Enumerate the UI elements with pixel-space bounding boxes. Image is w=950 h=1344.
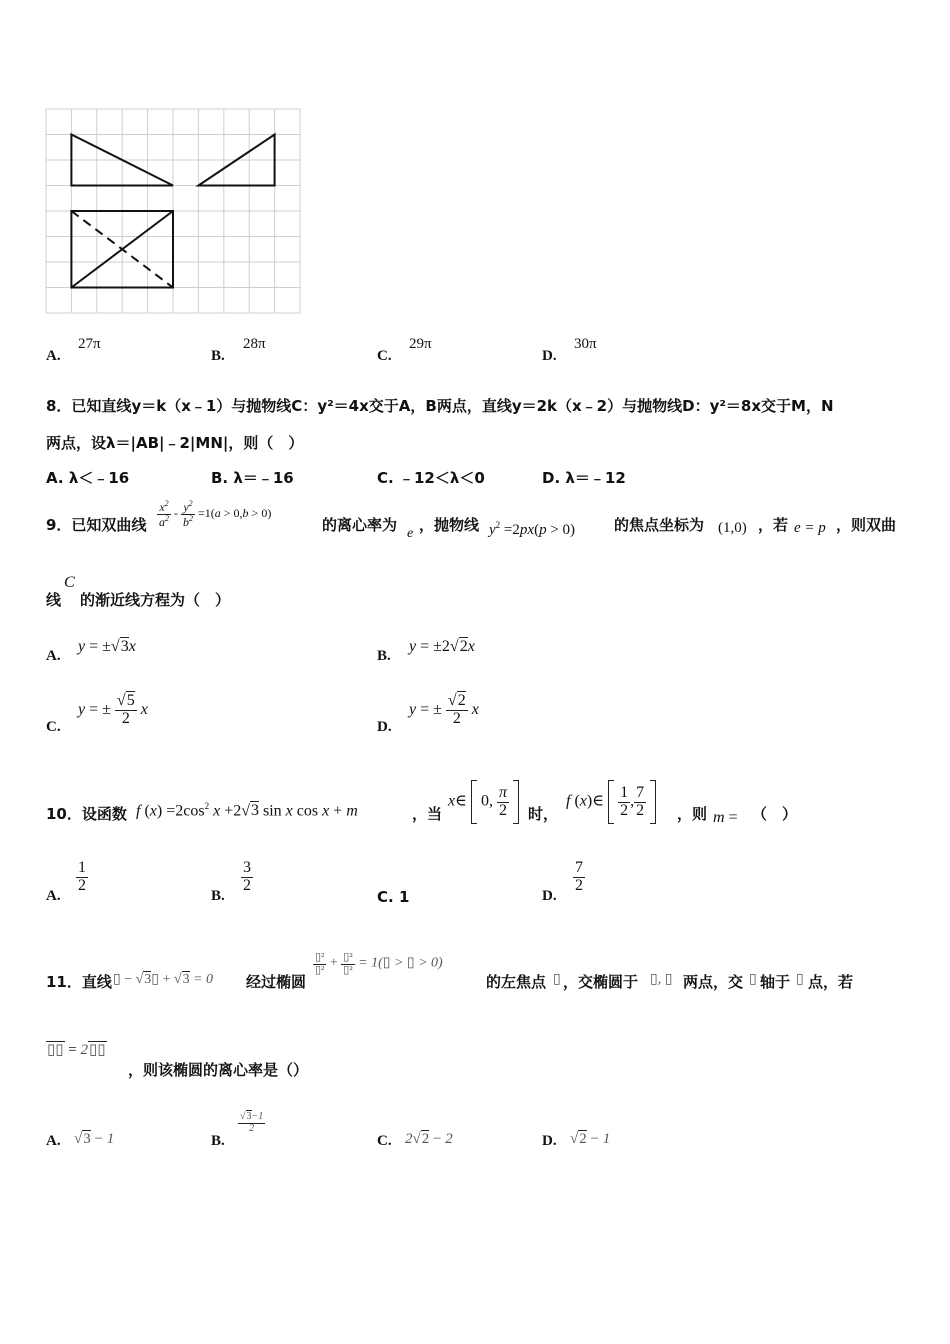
q9-option-b-value: y = ±2√2x xyxy=(409,638,475,655)
q8-option-c-label: C. xyxy=(377,469,394,487)
q8-option-b xyxy=(211,467,294,488)
q9-line2-text: 的渐近线方程为（ ） xyxy=(80,591,231,609)
q9-text-focus: 的焦点坐标为 xyxy=(614,516,705,534)
q9-e-symbol: e xyxy=(407,526,414,541)
q11-option-d-label: D. xyxy=(542,1133,557,1149)
q11-option-c-value: 2√2 − 2 xyxy=(405,1131,453,1147)
q11-option-b-value: $\frac{√3-1}{2}$ xyxy=(240,1111,264,1134)
q11-option-d-value: √2 − 1 xyxy=(570,1131,611,1147)
q10-option-b-value: $\frac{3}{2}$ xyxy=(243,859,251,894)
q10-option-c-value: 1 xyxy=(398,888,410,906)
q8-question-line2: 两点，设λ＝|AB|﹣2|MN|，则（ ） xyxy=(46,434,304,452)
q11-focus-symbol: ▯ xyxy=(553,972,561,987)
q7-option-a-value: 27π xyxy=(78,336,101,352)
q11-point-symbol: ▯ xyxy=(796,972,804,987)
three-view-figure xyxy=(45,108,303,316)
q11-points-symbol: ▯, ▯ xyxy=(650,972,673,987)
q9-curve-c: C xyxy=(64,574,75,591)
q7-option-c-value: 29π xyxy=(409,336,432,352)
q7-option-d-label: D. xyxy=(542,348,557,364)
q10-option-c xyxy=(377,888,409,906)
q9-option-c-label: C. xyxy=(46,719,61,735)
q8-option-d xyxy=(542,467,626,488)
q9-text-eccentricity: 的离心率为 xyxy=(322,516,398,534)
q11-text-two-points: 两点，交 xyxy=(683,973,744,991)
q7-option-b-label: B. xyxy=(211,348,225,364)
q9-option-b-label: B. xyxy=(377,648,391,664)
q11-option-a-label: A. xyxy=(46,1133,61,1149)
q10-domain-interval: x∈ 0, $\frac{\pi}{2}$ xyxy=(448,780,519,824)
q10-range-interval: f (x)∈ $\frac{1}{2}$ , $\frac{7}{2}$ xyxy=(566,780,656,824)
q9-option-d-label: D. xyxy=(377,719,392,735)
q11-text-passes: 经过椭圆 xyxy=(246,973,307,991)
q7-option-c-label: C. xyxy=(377,348,392,364)
q9-parabola-equation: $y^2 =2px(p > 0)$ xyxy=(489,520,576,538)
q10-answer-paren: （ ） xyxy=(752,805,798,823)
q8-option-a xyxy=(46,467,129,488)
q9-text-parabola: ，抛物线 xyxy=(419,516,480,534)
q10-option-a-label: A. xyxy=(46,888,61,904)
q10-unknown-m: m = xyxy=(713,809,738,826)
q9-line2-prefix: 线 xyxy=(46,591,62,609)
q9-option-a-value: y = ±√3x xyxy=(78,638,136,655)
q8-option-c xyxy=(377,467,485,488)
q9-condition: e = p xyxy=(794,520,826,536)
q9-option-d-value: y = ± $\frac{√2}{2}$ x xyxy=(409,692,479,727)
q9-option-a-label: A. xyxy=(46,648,61,664)
q8-option-d-value: λ＝﹣12 xyxy=(565,469,626,487)
q9-text-if: ，若 xyxy=(758,516,789,534)
q8-option-b-value: λ＝﹣16 xyxy=(233,469,294,487)
q8-option-a-value: λ＜﹣16 xyxy=(68,469,130,487)
q8-question-line1: 8．已知直线y＝k（x﹣1）与抛物线C：y²＝4x交于A，B两点，直线y＝2k（x﹣2）与抛物线D：y²＝8x交于M，N xyxy=(46,397,834,415)
q11-line-equation: ▯ − √3▯ + √3 = 0 xyxy=(113,972,214,987)
q7-option-b-value: 28π xyxy=(243,336,266,352)
q10-text-then: 时， xyxy=(528,805,559,823)
q11-option-b-label: B. xyxy=(211,1133,225,1149)
q9-focus-coordinates: (1,0) xyxy=(718,520,747,536)
q7-option-d-value: 30π xyxy=(574,336,597,352)
q10-text-then2: ，则 xyxy=(677,805,708,823)
q10-option-c-label: C. xyxy=(377,888,394,906)
q9-text-hyperbola-cont: ，则双曲 xyxy=(836,516,897,534)
q11-text-axis: 轴于 xyxy=(760,973,791,991)
q8-option-a-label: A. xyxy=(46,469,64,487)
q10-option-d-label: D. xyxy=(542,888,557,904)
q11-option-a-value: √3 − 1 xyxy=(74,1131,115,1147)
q11-ellipse-equation: $\frac{\text{▯²}}{\text{▯²}}$ + $\frac{\text{▯²}}{\text{▯²}}$ = 1(▯ > ▯ > 0) xyxy=(315,951,443,976)
q11-text-focus: 的左焦点 xyxy=(486,973,547,991)
q10-option-d-value: $\frac{7}{2}$ xyxy=(575,859,583,894)
q10-option-b-label: B. xyxy=(211,888,225,904)
q11-text-if: 点，若 xyxy=(808,973,854,991)
q9-hyperbola-equation: $\frac{x^2}{a^2}$ - $\frac{y^2}{b^2}$ =1(a > 0,b > 0) xyxy=(159,499,272,529)
q10-text-when: ，当 xyxy=(412,805,443,823)
q8-option-b-label: B. xyxy=(211,469,229,487)
q11-vector-equation: ▯▯ = 2▯▯ xyxy=(47,1042,106,1058)
q9-number: 9．已知双曲线 xyxy=(46,516,147,534)
q11-axis-symbol: ▯ xyxy=(749,972,757,987)
q9-option-c-value: y = ± $\frac{√5}{2}$ x xyxy=(78,692,148,727)
q11-question-text: ，则该椭圆的离心率是（） xyxy=(128,1061,309,1079)
q10-function-definition: f $(x) =2\cos^2$ x +2√3 sin x cos x + m xyxy=(136,801,358,820)
grid-diagram xyxy=(45,108,303,316)
q10-option-a-value: $\frac{1}{2}$ xyxy=(78,859,86,894)
q10-number: 10．设函数 xyxy=(46,805,127,823)
q11-text-intersect: ，交椭圆于 xyxy=(563,973,639,991)
q8-option-c-value: ﹣12＜λ＜0 xyxy=(398,469,485,487)
q8-option-d-label: D. xyxy=(542,469,561,487)
q11-number: 11．直线 xyxy=(46,973,112,991)
q7-option-a-label: A. xyxy=(46,348,61,364)
q11-option-c-label: C. xyxy=(377,1133,392,1149)
